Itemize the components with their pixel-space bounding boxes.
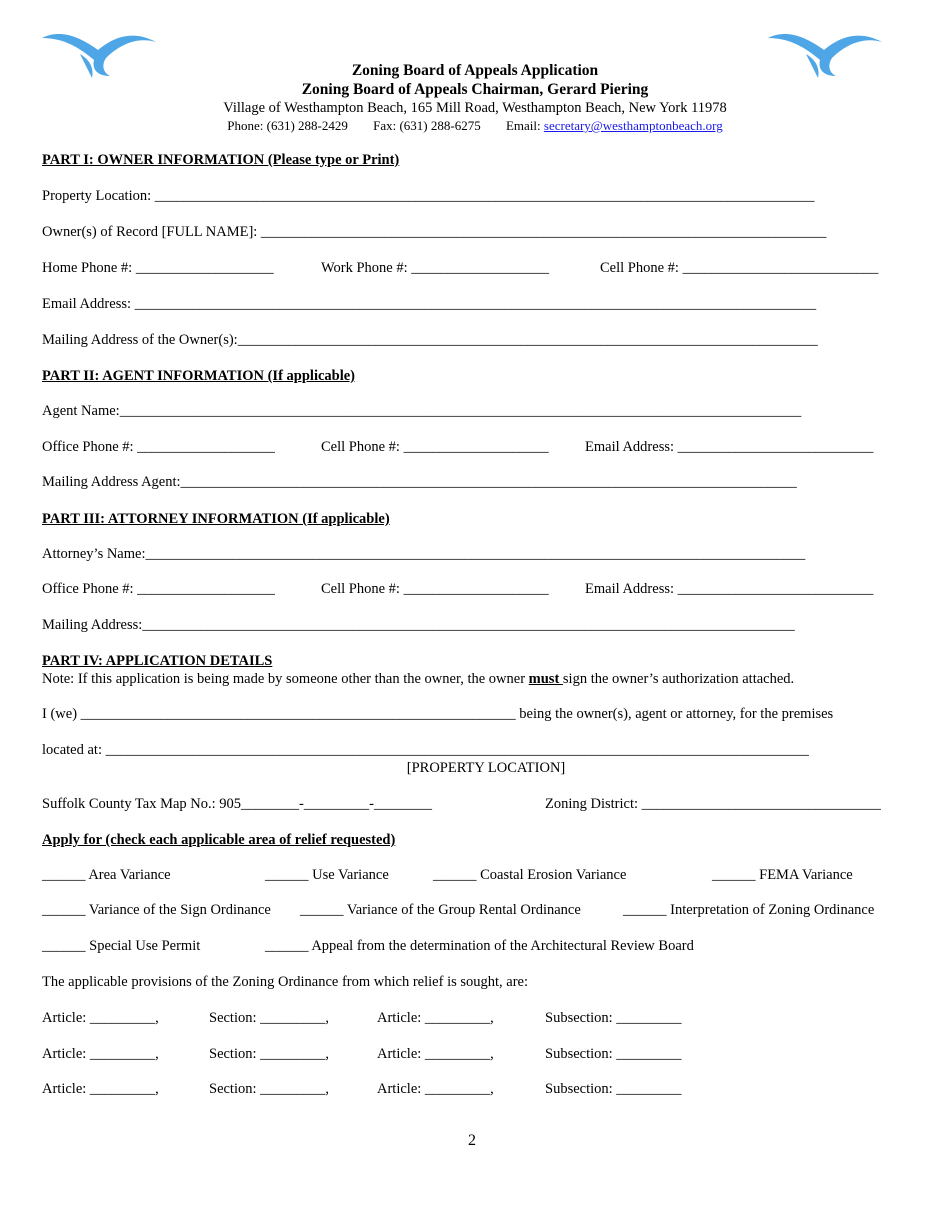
attorney-name-field[interactable]: Attorney’s Name:___________________________________________________________________________________________ [42,546,806,562]
property-location-field[interactable]: Property Location: ___________________________________________________________________________________________ [42,188,815,204]
part3-heading: PART III: ATTORNEY INFORMATION (If applicable) [42,511,390,527]
note-text-start: Note: If this application is being made by someone other than the owner, the owner [42,671,529,687]
article-field[interactable]: Article: _________, [42,1046,159,1062]
article-field[interactable]: Article: _________, [377,1081,494,1097]
authorization-note [42,671,794,688]
agent-name-field[interactable]: Agent Name:______________________________________________________________________________________________ [42,403,802,419]
email-link[interactable]: secretary@westhamptonbeach.org [543,118,723,133]
arb-appeal-option[interactable]: ______ Appeal from the determination of the Architectural Review Board [265,938,694,954]
contact-line [0,118,950,134]
sign-ordinance-option[interactable]: ______ Variance of the Sign Ordinance [42,902,271,918]
form-subtitle: Zoning Board of Appeals Chairman, Gerard Piering [301,81,649,98]
subsection-field[interactable]: Subsection: _________ [545,1010,682,1026]
tax-map-field[interactable]: Suffolk County Tax Map No.: 905________-_________-________ [42,796,432,812]
office-address: Village of Westhampton Beach, 165 Mill Road, Westhampton Beach, New York 11978 [223,100,727,116]
subsection-field[interactable]: Subsection: _________ [545,1046,682,1062]
subsection-field[interactable]: Subsection: _________ [545,1081,682,1097]
attorney-email-field[interactable]: Email Address: ___________________________ [585,581,874,597]
attorney-office-phone-field[interactable]: Office Phone #: ___________________ [42,581,275,597]
apply-for-heading: Apply for (check each applicable area of relief requested) [42,832,396,848]
fax-text: Fax: (631) 288-6275 [373,118,481,133]
page-number: 2 [468,1132,476,1149]
owner-mailing-field[interactable]: Mailing Address of the Owner(s):________________________________________________________________________________ [42,332,818,348]
part1-heading: PART I: OWNER INFORMATION (Please type or Print) [42,152,400,168]
special-use-permit-option[interactable]: ______ Special Use Permit [42,938,201,954]
group-rental-option[interactable]: ______ Variance of the Group Rental Ordinance [300,902,581,918]
attorney-mailing-field[interactable]: Mailing Address:__________________________________________________________________________________________ [42,617,795,633]
fema-variance-option[interactable]: ______ FEMA Variance [712,867,853,883]
interpretation-option[interactable]: ______ Interpretation of Zoning Ordinance [623,902,875,918]
section-field[interactable]: Section: _________, [209,1081,330,1097]
section-field[interactable]: Section: _________, [209,1046,330,1062]
email-label: Email: [505,118,541,133]
property-location-caption: [PROPERTY LOCATION] [406,760,566,776]
article-field[interactable]: Article: _________, [42,1010,159,1026]
use-variance-option[interactable]: ______ Use Variance [265,867,389,883]
coastal-erosion-option[interactable]: ______ Coastal Erosion Variance [433,867,627,883]
article-field[interactable]: Article: _________, [377,1046,494,1062]
section-field[interactable]: Section: _________, [209,1010,330,1026]
area-variance-option[interactable]: ______ Area Variance [42,867,171,883]
agent-mailing-field[interactable]: Mailing Address Agent:_____________________________________________________________________________________ [42,474,797,490]
note-text-end: sign the owner’s authorization attached. [562,671,795,687]
provisions-text: The applicable provisions of the Zoning Ordinance from which relief is sought, are: [42,974,529,990]
part2-heading: PART II: AGENT INFORMATION (If applicable) [42,368,356,384]
owner-record-field[interactable]: Owner(s) of Record [FULL NAME]: ______________________________________________________________________________ [42,224,827,240]
i-we-field[interactable]: I (we) ____________________________________________________________ being the owner(s), agent or attorney, for the premises [42,706,834,722]
owner-email-field[interactable]: Email Address: ______________________________________________________________________________________________ [42,296,817,312]
work-phone-field[interactable]: Work Phone #: ___________________ [321,260,550,276]
owner-cell-phone-field[interactable]: Cell Phone #: ___________________________ [600,260,879,276]
home-phone-field[interactable]: Home Phone #: ___________________ [42,260,274,276]
part4-heading: PART IV: APPLICATION DETAILS [42,653,273,669]
zoning-district-field[interactable]: Zoning District: _________________________________ [545,796,881,812]
agent-office-phone-field[interactable]: Office Phone #: ___________________ [42,439,275,455]
note-must: must [528,671,563,687]
phone-text: Phone: (631) 288-2429 [227,118,348,133]
form-title: Zoning Board of Appeals Application [351,62,599,79]
article-field[interactable]: Article: _________, [42,1081,159,1097]
article-field[interactable]: Article: _________, [377,1010,494,1026]
attorney-cell-phone-field[interactable]: Cell Phone #: ____________________ [321,581,549,597]
located-at-field[interactable]: located at: _________________________________________________________________________________________________ [42,742,809,758]
agent-email-field[interactable]: Email Address: ___________________________ [585,439,874,455]
agent-cell-phone-field[interactable]: Cell Phone #: ____________________ [321,439,549,455]
